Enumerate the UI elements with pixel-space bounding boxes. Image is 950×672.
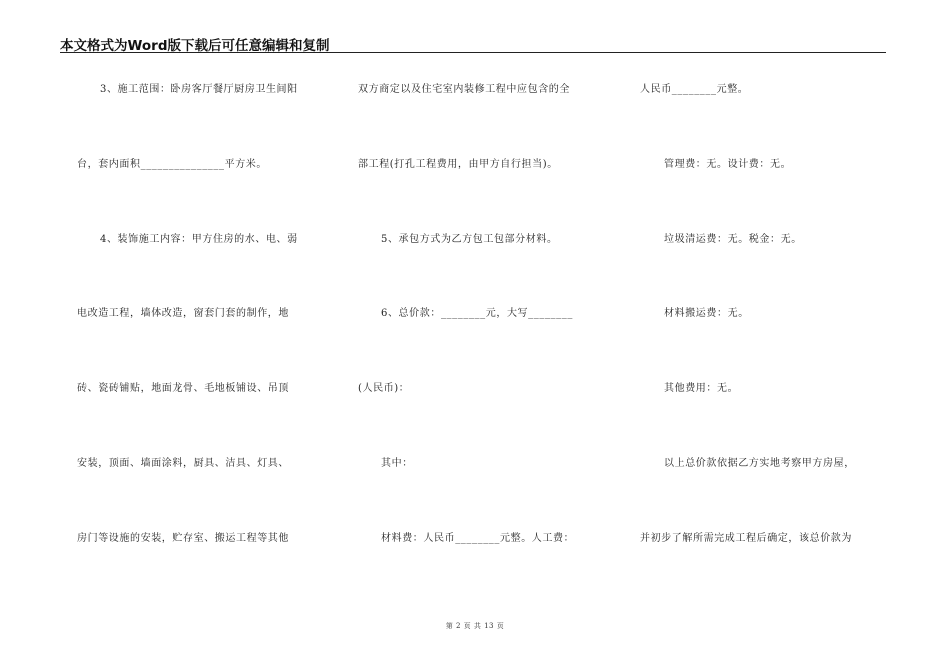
col1-line-4: 电改造工程，墙体改造，窗套门套的制作，地 — [77, 308, 289, 319]
col1-line-6: 安装，顶面、墙面涂料，厨具、洁具、灯具、 — [77, 458, 289, 469]
col2-line-7: 材料费：人民币________元整。人工费： — [381, 533, 575, 544]
header-rule — [60, 52, 886, 53]
page-number: 第 2 页 共 13 页 — [445, 622, 505, 630]
col1-line-5: 砖、瓷砖铺贴，地面龙骨、毛地板铺设、吊顶 — [77, 383, 289, 394]
col2-line-1: 双方商定以及住宅室内装修工程中应包含的全 — [358, 84, 570, 95]
col2-line-2: 部工程(打孔工程费用，由甲方自行担当)。 — [358, 159, 558, 170]
col2-line-3: 5、承包方式为乙方包工包部分材料。 — [381, 234, 558, 245]
col1-line-7: 房门等设施的安装，贮存室、搬运工程等其他 — [77, 533, 289, 544]
document-header-title: 本文格式为Word版下载后可任意编辑和复制 — [60, 38, 330, 54]
col1-line-2: 台，套内面积_______________平方米。 — [77, 159, 267, 170]
col3-line-6: 以上总价款依据乙方实地考察甲方房屋， — [664, 458, 855, 469]
col2-line-5: (人民币)： — [358, 383, 410, 394]
col3-line-7: 并初步了解所需完成工程后确定，该总价款为 — [640, 533, 852, 544]
col3-line-5: 其他费用：无。 — [664, 383, 739, 394]
col1-line-3: 4、装饰施工内容：甲方住房的水、电、弱 — [100, 234, 298, 245]
col3-line-1: 人民币________元整。 — [640, 84, 749, 95]
col3-line-2: 管理费：无。设计费：无。 — [664, 159, 792, 170]
col2-line-6: 其中： — [381, 458, 413, 469]
col3-line-3: 垃圾清运费：无。税金：无。 — [664, 234, 802, 245]
col3-line-4: 材料搬运费：无。 — [664, 308, 749, 319]
col2-line-4: 6、总价款：________元，大写________ — [381, 308, 573, 319]
col1-line-1: 3、施工范围：卧房客厅餐厅厨房卫生间阳 — [100, 84, 298, 95]
